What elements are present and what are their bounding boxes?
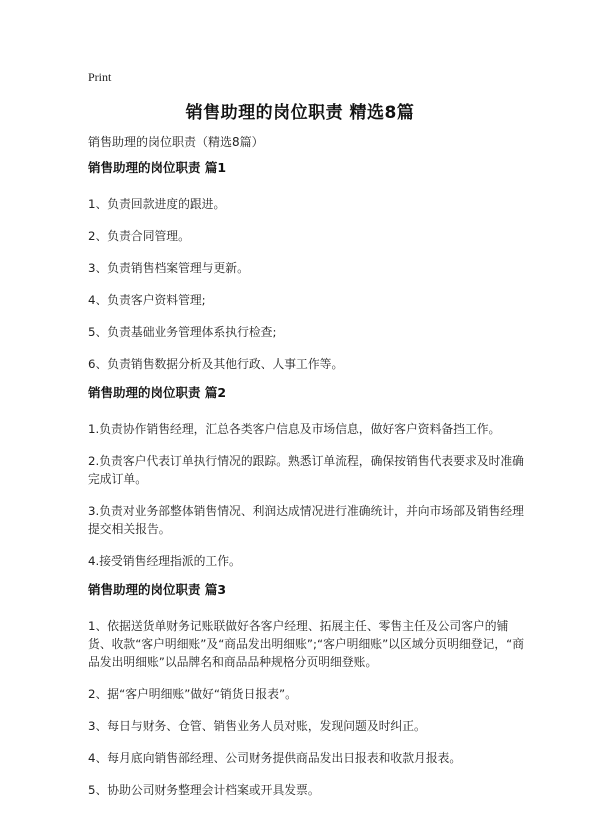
list-item: 2.负责客户代表订单执行情况的跟踪。熟悉订单流程，确保按销售代表要求及时准确完成订单。 (88, 454, 524, 486)
section-1 (88, 160, 528, 373)
section-heading: 销售助理的岗位职责 篇2 (88, 385, 227, 400)
list-item: 1、依据送货单财务记账联做好各客户经理、拓展主任、零售主任及公司客户的铺货、收款“客户明细账”及“商品发出明细账”;“客户明细账”以区域分页明细登记，“商品发出明细账”以品牌名和商品品种规格分页明细登账。 (88, 619, 525, 669)
list-item: 2、据“客户明细账”做好“销货日报表”。 (88, 687, 297, 701)
list-item: 1.负责协作销售经理，汇总各类客户信息及市场信息，做好客户资料备挡工作。 (88, 422, 501, 436)
page-title: 销售助理的岗位职责 精选8篇 (185, 103, 415, 123)
list-item: 3、负责销售档案管理与更新。 (88, 261, 249, 275)
list-item: 4.接受销售经理指派的工作。 (88, 554, 241, 568)
list-item: 4、每月底向销售部经理、公司财务提供商品发出日报表和收款月报表。 (88, 751, 462, 765)
section-3 (88, 582, 528, 799)
list-item: 5、负责基础业务管理体系执行检查; (88, 325, 277, 339)
section-2 (88, 385, 528, 570)
section-heading: 销售助理的岗位职责 篇3 (88, 582, 227, 597)
document-body (88, 160, 528, 813)
section-heading: 销售助理的岗位职责 篇1 (88, 160, 227, 175)
list-item: 2、负责合同管理。 (88, 229, 190, 243)
list-item: 1、负责回款进度的跟进。 (88, 197, 226, 211)
list-item: 3、每日与财务、仓管、销售业务人员对账，发现问题及时纠正。 (88, 719, 426, 733)
document-subtitle: 销售助理的岗位职责（精选8篇） (88, 135, 264, 149)
list-item: 6、负责销售数据分析及其他行政、人事工作等。 (88, 357, 344, 371)
list-item: 4、负责客户资料管理; (88, 293, 206, 307)
list-item: 5、协助公司财务整理会计档案或开具发票。 (88, 783, 320, 797)
print-label[interactable]: Print (88, 70, 112, 84)
list-item: 3.负责对业务部整体销售情况、利润达成情况进行准确统计，并向市场部及销售经理提交相关报告。 (88, 504, 524, 536)
